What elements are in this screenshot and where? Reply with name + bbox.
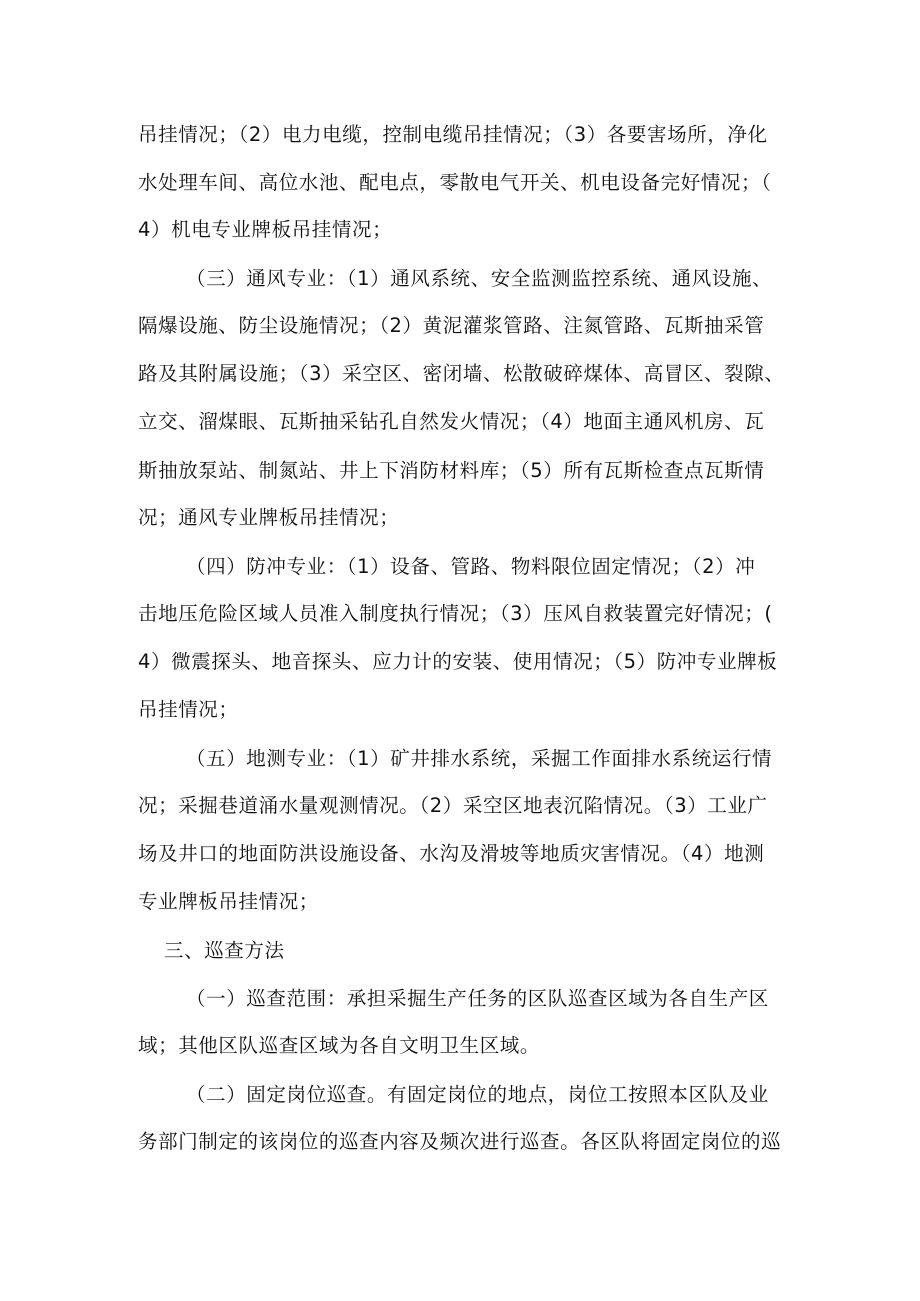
text-line: （五）地测专业：（1）矿井排水系统，采掘工作面排水系统运行情: [186, 747, 773, 770]
text-line: 专业牌板吊挂情况；: [138, 890, 319, 913]
text-line: （三）通风专业：（1）通风系统、安全监测监控系统、通风设施、: [186, 267, 773, 290]
text-line: 域；其他区队巡查区域为各自文明卫生区域。: [138, 1034, 541, 1057]
text-line: 斯抽放泵站、制氮站、井上下消防材料库；（5）所有瓦斯检查点瓦斯情: [138, 459, 765, 482]
text-line: 隔爆设施、防尘设施情况；（2）黄泥灌浆管路、注氮管路、瓦斯抽采管: [138, 314, 765, 337]
text-line: 击地压危险区域人员准入制度执行情况；（3）压风自救装置完好情况；(: [138, 602, 773, 625]
text-line: 况；采掘巷道涌水量观测情况。（2）采空区地表沉陷情况。（3）工业广: [138, 794, 768, 817]
text-line: 路及其附属设施；（3）采空区、密闭墙、松散破碎煤体、高冒区、裂隙、: [138, 362, 785, 385]
text-line: 务部门制定的该岗位的巡查内容及频次进行巡查。各区队将固定岗位的巡: [138, 1130, 782, 1153]
text-line: 4）机电专业牌板吊挂情况；: [138, 218, 393, 241]
text-line: 立交、溜煤眼、瓦斯抽采钻孔自然发火情况；（4）地面主通风机房、瓦: [138, 410, 765, 433]
text-line: （一）巡查范围：承担采掘生产任务的区队巡查区域为各自生产区: [186, 987, 769, 1010]
text-line: 水处理车间、高位水池、配电点，零散电气开关、机电设备完好情况；（: [138, 171, 772, 194]
section-heading: 三、巡查方法: [164, 939, 285, 962]
text-line: 况；通风专业牌板吊挂情况；: [138, 506, 400, 529]
text-line: （二）固定岗位巡查。有固定岗位的地点，岗位工按照本区队及业: [186, 1083, 769, 1106]
text-line: 吊挂情况；（2）电力电缆，控制电缆吊挂情况；（3）各要害场所，净化: [138, 123, 768, 146]
text-line: 吊挂情况；: [138, 698, 239, 721]
text-line: （四）防冲专业：（1）设备、管路、物料限位固定情况；（2）冲: [186, 555, 756, 578]
text-line: 场及井口的地面防洪设施设备、水沟及滑坡等地质灾害情况。（4）地测: [138, 842, 765, 865]
text-line: 4）微震探头、地音探头、应力计的安装、使用情况；（5）防冲专业牌板: [138, 650, 778, 673]
